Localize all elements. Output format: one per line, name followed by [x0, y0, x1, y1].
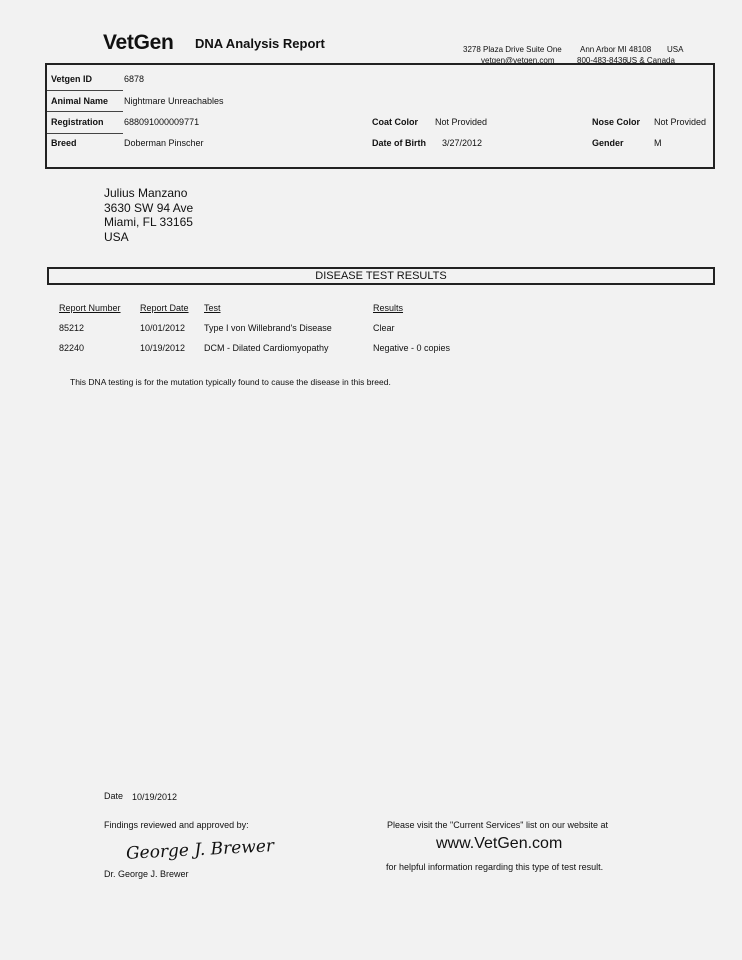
help-text: for helpful information regarding this type of test result. — [386, 862, 604, 872]
cell-result: Clear — [373, 323, 395, 333]
date-value: 10/19/2012 — [132, 792, 178, 802]
contact-region: US & Canada — [626, 56, 675, 65]
contact-phone: 800-483-8436 — [577, 56, 627, 65]
date-of-birth-label: Date of Birth — [372, 138, 426, 148]
date-label: Date — [104, 791, 124, 801]
report-title: DNA Analysis Report — [195, 36, 325, 51]
visit-text: Please visit the "Current Services" list on our website at — [387, 820, 608, 830]
cell-test: DCM - Dilated Cardiomyopathy — [204, 343, 329, 353]
breed-label: Breed — [51, 138, 77, 148]
owner-name: Julius Manzano — [104, 186, 188, 200]
reviewed-label: Findings reviewed and approved by: — [104, 820, 249, 830]
section-title: DISEASE TEST RESULTS — [47, 267, 715, 285]
col-header-report-number: Report Number — [59, 303, 121, 313]
cell-report-number: 82240 — [59, 343, 85, 353]
cell-result: Negative - 0 copies — [373, 343, 451, 353]
label-divider — [47, 111, 123, 112]
owner-street: 3630 SW 94 Ave — [104, 200, 194, 215]
nose-color-label: Nose Color — [592, 117, 641, 127]
col-header-results: Results — [373, 303, 404, 313]
disclaimer-note: This DNA testing is for the mutation typically found to cause the disease in this breed. — [70, 377, 391, 387]
cell-report-date: 10/19/2012 — [140, 343, 186, 353]
cell-test: Type I von Willebrand's Disease — [204, 323, 332, 333]
vetgen-id-value: 6878 — [124, 74, 145, 84]
gender-value: M — [654, 138, 662, 148]
owner-country: USA — [104, 229, 129, 244]
col-header-test: Test — [204, 303, 221, 313]
address-line3: USA — [667, 45, 684, 54]
signature: George J. Brewer — [125, 836, 275, 864]
contact-email: vetgen@vetgen.com — [481, 56, 555, 65]
col-header-report-date: Report Date — [140, 303, 189, 313]
date-of-birth-value: 3/27/2012 — [442, 138, 483, 148]
brand-logo: VetGen — [103, 31, 174, 54]
coat-color-label: Coat Color — [372, 117, 418, 127]
animal-info-box — [45, 63, 715, 169]
cell-report-number: 85212 — [59, 323, 85, 333]
cell-report-date: 10/01/2012 — [140, 323, 186, 333]
label-divider — [47, 90, 123, 91]
animal-name-value: Nightmare Unreachables — [124, 96, 224, 106]
registration-label: Registration — [51, 117, 104, 127]
owner-city: Miami, FL 33165 — [104, 215, 193, 229]
signer-name: Dr. George J. Brewer — [104, 869, 189, 879]
animal-name-label: Animal Name — [51, 96, 109, 106]
vetgen-id-label: Vetgen ID — [51, 74, 93, 84]
breed-value: Doberman Pinscher — [124, 138, 204, 148]
nose-color-value: Not Provided — [654, 117, 707, 127]
gender-label: Gender — [592, 138, 624, 148]
label-divider — [47, 133, 123, 134]
address-line1: 3278 Plaza Drive Suite One — [463, 45, 562, 54]
coat-color-value: Not Provided — [435, 117, 488, 127]
website-link[interactable]: www.VetGen.com — [436, 835, 563, 852]
owner-address — [104, 186, 193, 244]
registration-value: 688091000009771 — [124, 117, 200, 127]
address-line2: Ann Arbor MI 48108 — [580, 45, 652, 54]
